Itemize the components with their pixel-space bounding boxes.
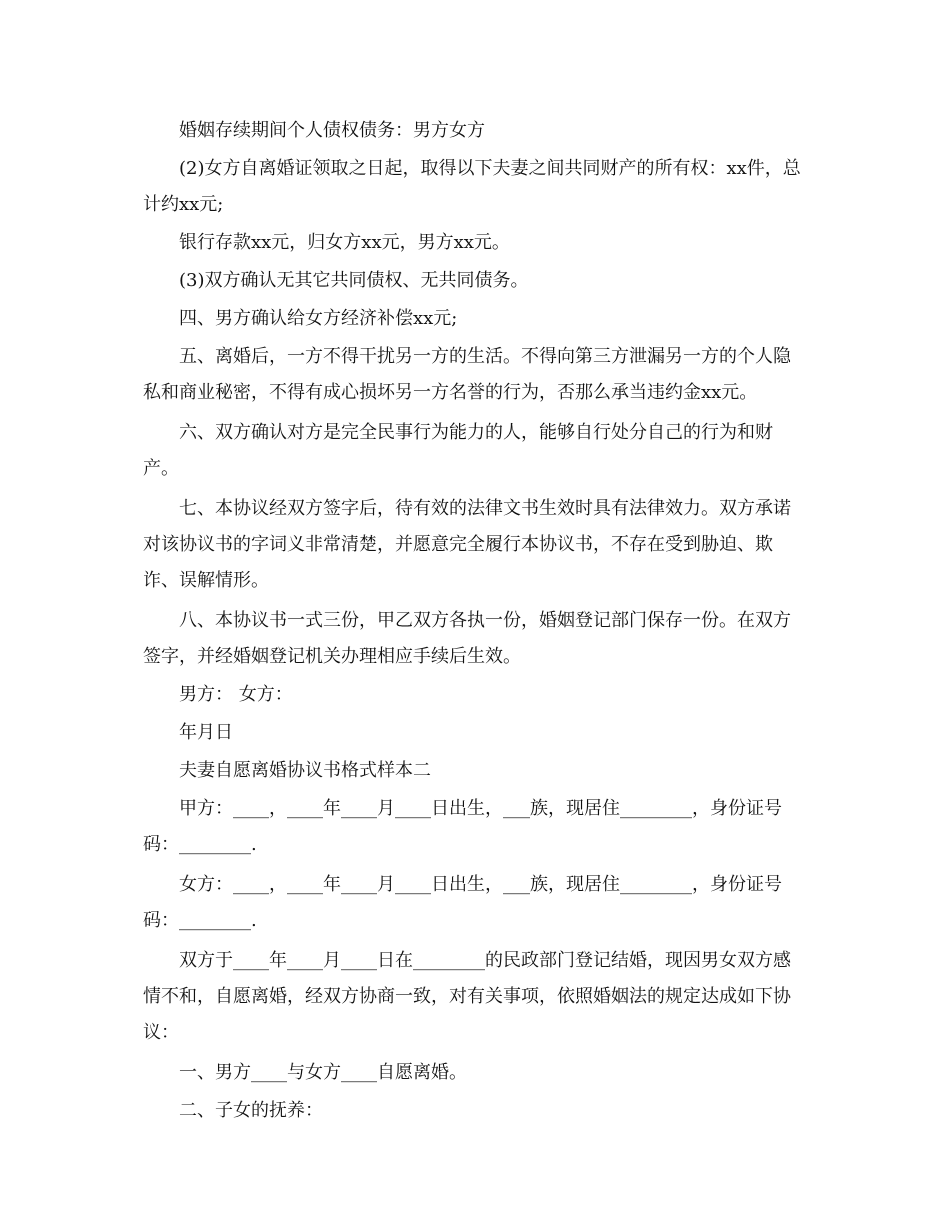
paragraph-marriage-registration: 双方于____年____月____日在________的民政部门登记结婚，现因男女双方感情不和，自愿离婚，经双方协商一致，对有关事项，依照婚姻法的规定达成如下协议： [143,950,791,1043]
paragraph-clause-5: 五、离婚后，一方不得干扰另一方的生活。不得向第三方泄漏另一方的个人隐私和商业秘密，不得有成心损坏另一方名誉的行为，否那么承当违约金xx元。 [143,346,791,403]
document-body [143,113,808,1129]
paragraph-party-b: 女方：____，____年____月____日出生，___族，现居住________，身份证号码：________. [143,874,782,931]
date-line: 年月日 [179,722,233,743]
signature-line: 男方： 女方： [179,684,293,705]
paragraph-party-a: 甲方：____，____年____月____日出生，___族，现居住________，身份证号码：________. [143,798,782,855]
paragraph-property-ownership: (2)女方自离婚证领取之日起，取得以下夫妻之间共同财产的所有权：xx件，总计约xx元; [143,158,801,215]
paragraph-no-common-debts: (3)双方确认无其它共同债权、无共同债务。 [179,270,529,291]
paragraph-clause-4: 四、男方确认给女方经济补偿xx元; [179,308,458,329]
paragraph-bank-deposits: 银行存款xx元，归女方xx元，男方xx元。 [179,232,510,253]
paragraph-personal-debts: 婚姻存续期间个人债权债务：男方女方 [179,120,485,141]
paragraph-child-custody: 二、子女的抚养： [179,1100,323,1121]
sample-two-heading: 夫妻自愿离婚协议书格式样本二 [179,760,431,781]
paragraph-voluntary-divorce: 一、男方____与女方____自愿离婚。 [179,1062,467,1083]
paragraph-clause-8: 八、本协议书一式三份，甲乙双方各执一份，婚姻登记部门保存一份。在双方签字，并经婚姻登记机关办理相应手续后生效。 [143,610,791,667]
paragraph-clause-7: 七、本协议经双方签字后，待有效的法律文书生效时具有法律效力。双方承诺对该协议书的字词义非常清楚，并愿意完全履行本协议书，不存在受到胁迫、欺诈、误解情形。 [143,498,791,591]
paragraph-clause-6: 六、双方确认对方是完全民事行为能力的人，能够自行处分自己的行为和财产。 [143,422,773,479]
